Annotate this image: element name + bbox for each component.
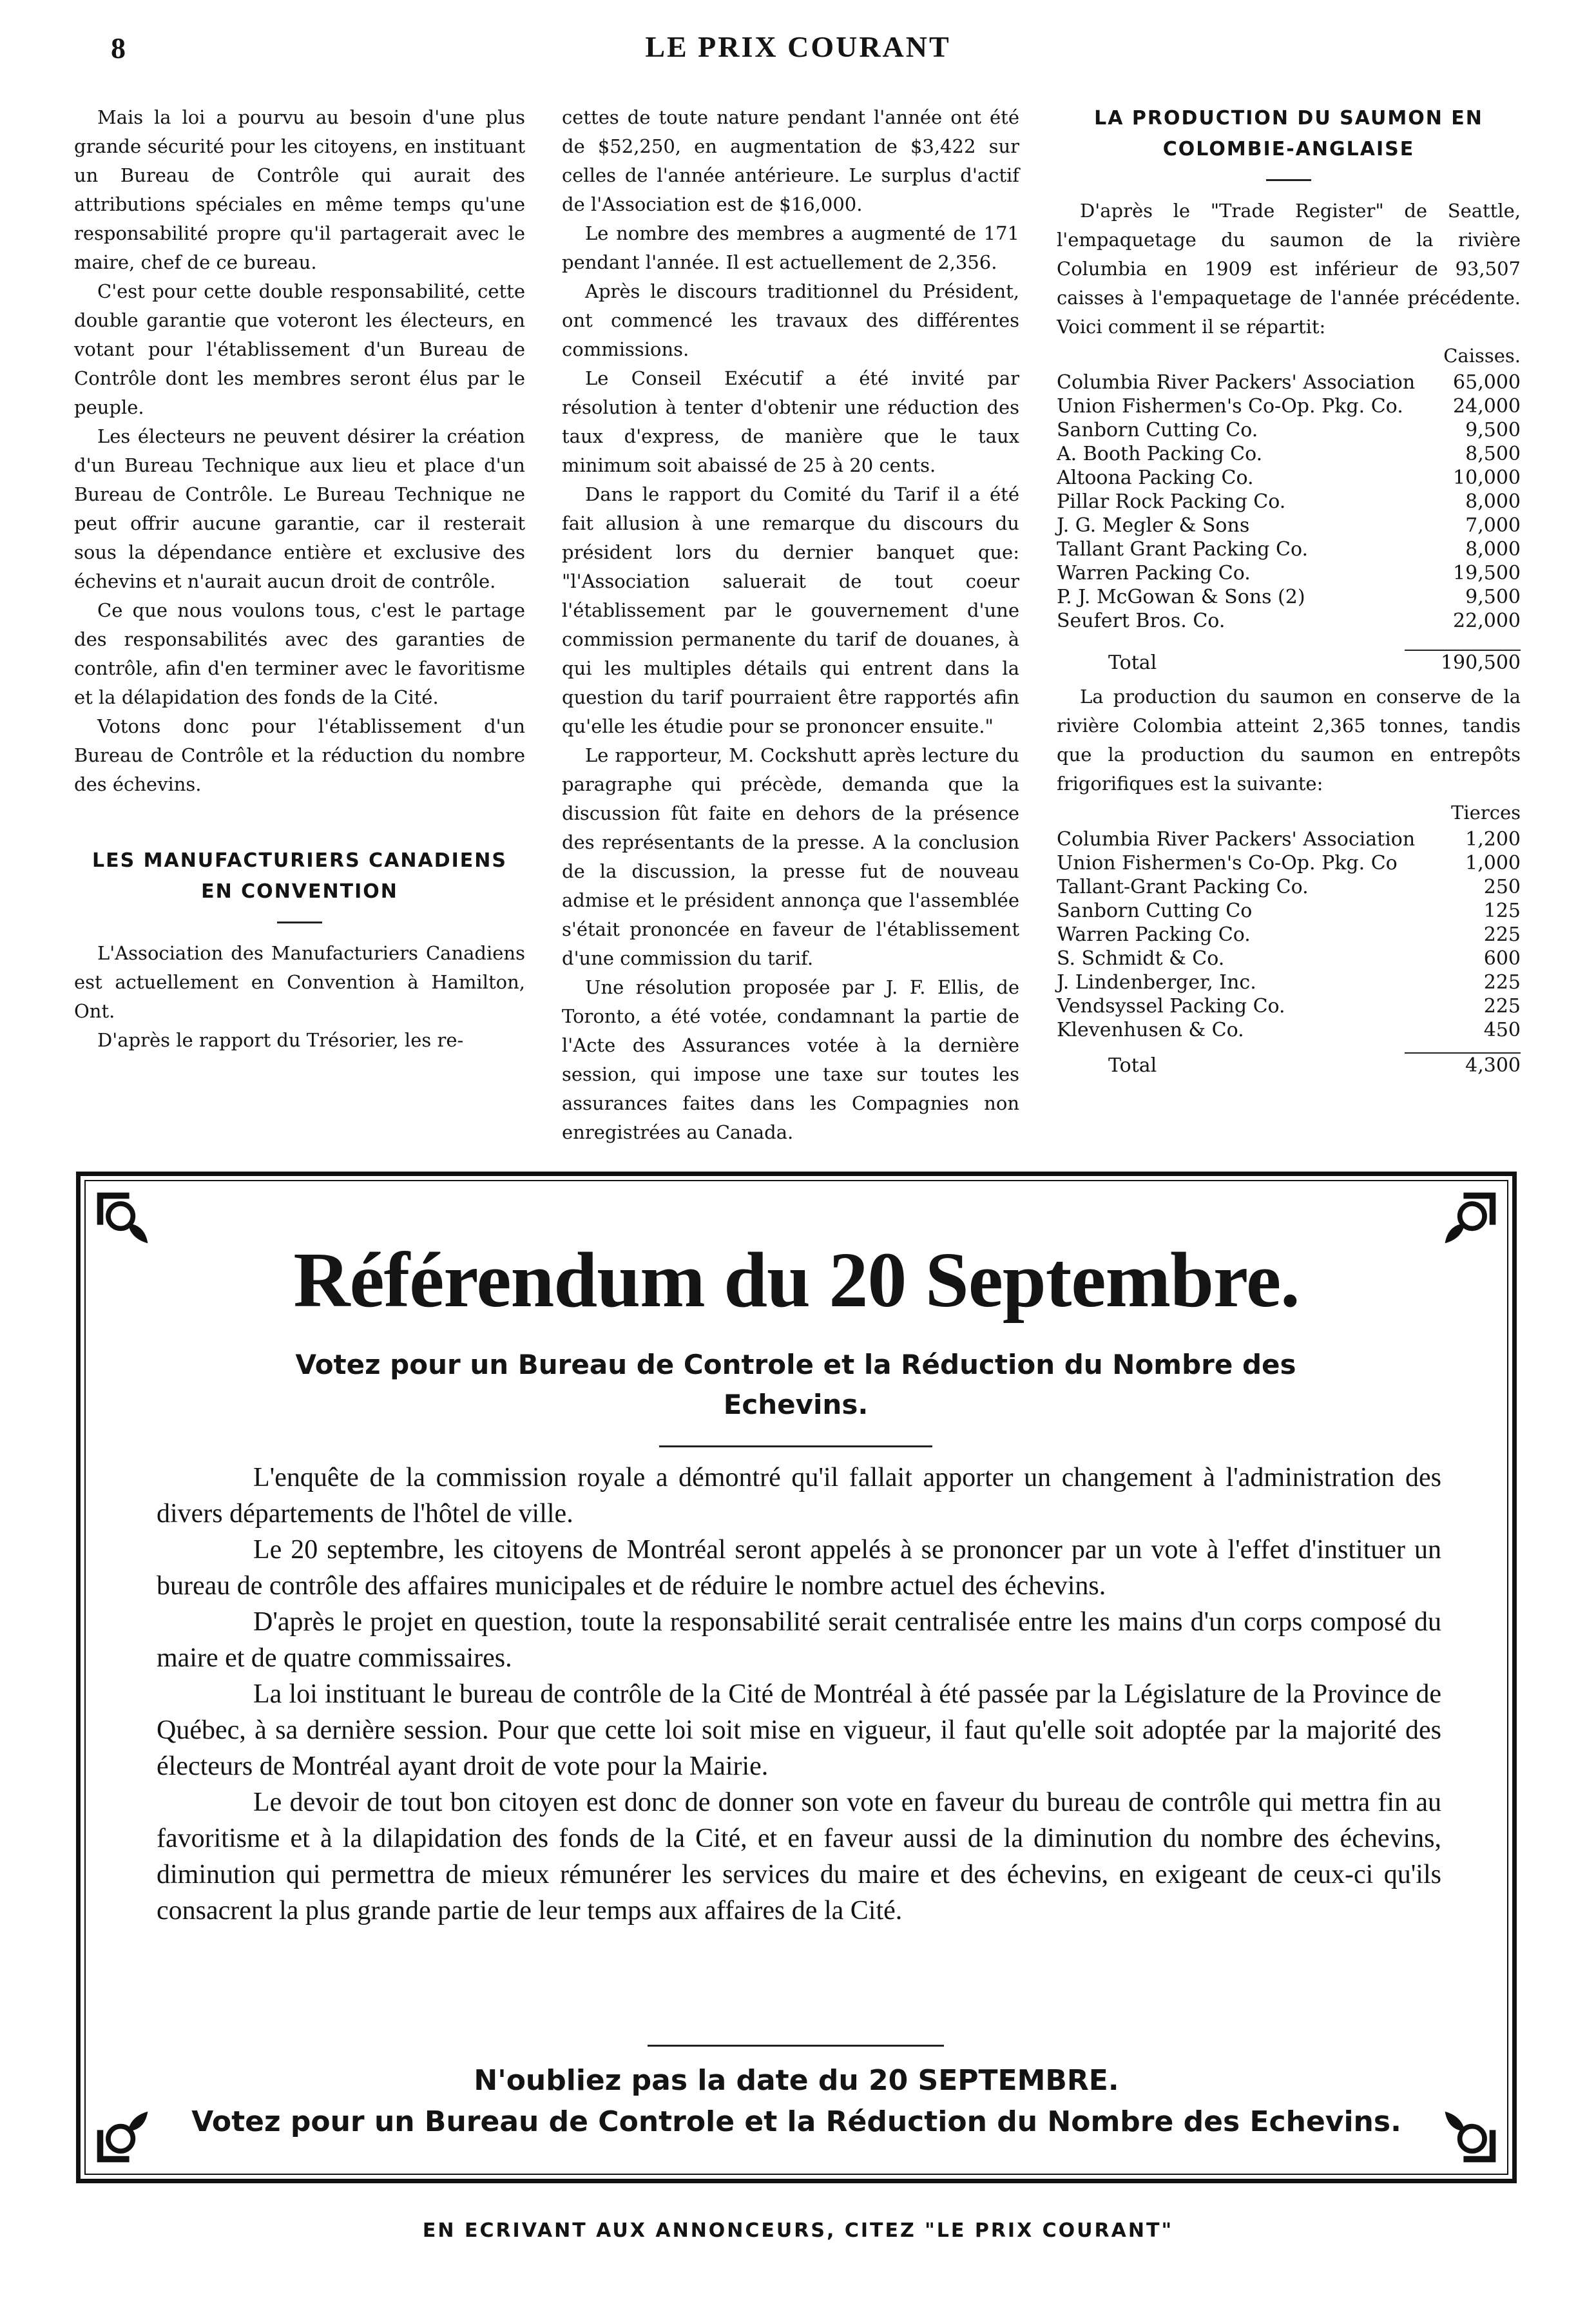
running-title: LE PRIX COURANT — [645, 30, 951, 63]
section-rule — [277, 922, 322, 923]
table-row — [1057, 371, 1521, 394]
ad-subtitle: Votez pour un Bureau de Controle et la Réduction du Nombre des Echevins. — [295, 1349, 1296, 1420]
section-title-manufacturiers: LES MANUFACTURIERS CANADIENS EN CONVENTION — [91, 849, 508, 903]
table-row — [1057, 994, 1521, 1018]
company-name: Tallant Grant Packing Co. — [1057, 538, 1309, 561]
table-row — [1057, 970, 1521, 994]
salmon-cold-storage-table — [1057, 827, 1521, 1042]
column-1 — [74, 103, 525, 1055]
paragraph: Les électeurs ne peuvent désirer la création d'un Bureau Technique aux lieu et place d'un Bureau de Contrôle. Le Bureau Technique ne peut offrir aucune garantie, car il resterait sous la dépendance entière et exclusive des échevins et n'aurait aucun droit de contrôle. — [74, 425, 525, 592]
total-label: Total — [1108, 1054, 1157, 1077]
quantity-value: 225 — [1483, 995, 1521, 1018]
paragraph: Une résolution proposée par J. F. Ellis, de Toronto, a été votée, condamnant la partie de l'Acte des Assurances votée à la dernière session, qui impose une taxe sur toutes les assurances faites dans les Compagnies non enregistrées au Canada. — [562, 976, 1019, 1143]
section-title-saumon: LA PRODUCTION DU SAUMON EN COLOMBIE-ANGLAISE — [1094, 107, 1483, 160]
company-name: Klevenhusen & Co. — [1057, 1019, 1244, 1041]
ad-rule — [648, 2045, 944, 2047]
section-rule — [1266, 179, 1311, 181]
paragraph: Le devoir de tout bon citoyen est donc de donner son vote en faveur du bureau de contrôle qui mettra fin au favoritisme et à la dilapidation des fonds de la Cité, et en faveur aussi de la diminution du nombre des échevins, diminution qui permettra de mieux rémunérer les services du maire et des échevins, en exigeant de ceux-ci qu'ils consacrent la plus grande partie de leur temps aux affaires de la Cité. — [157, 1788, 1441, 1926]
quantity-value: 22,000 — [1453, 610, 1521, 632]
paragraph: D'après le rapport du Trésorier, les re- — [97, 1029, 464, 1051]
paragraph: Après le discours traditionnel du Président, ont commencé les travaux des différentes commissions. — [562, 280, 1019, 360]
quantity-value: 24,000 — [1453, 395, 1521, 418]
quantity-value: 19,500 — [1453, 562, 1521, 584]
quantity-value: 8,000 — [1465, 490, 1521, 513]
table-row — [1057, 418, 1521, 442]
quantity-value: 7,000 — [1465, 514, 1521, 537]
company-name: J. G. Megler & Sons — [1057, 514, 1250, 537]
company-name: Altoona Packing Co. — [1057, 467, 1254, 489]
company-name: Columbia River Packers' Association — [1057, 828, 1416, 851]
ad-title: Référendum du 20 Septembre. — [293, 1237, 1300, 1324]
quantity-value: 9,500 — [1465, 586, 1521, 608]
paragraph: Mais la loi a pourvu au besoin d'une plus grande sécurité pour les citoyens, en instituant un Bureau de Contrôle qui aurait des attributions spéciales en même temps qu'une responsabilité propre qu'il partagerait avec le maire, chef de ce bureau. — [74, 106, 525, 273]
paragraph: L'Association des Manufacturiers Canadiens est actuellement en Convention à Hamilton, Ont. — [74, 942, 525, 1022]
table-row — [1057, 875, 1521, 899]
quantity-value: 8,500 — [1465, 443, 1521, 465]
paragraph: Ce que nous voulons tous, c'est le partage des responsabilités avec des garanties de contrôle, afin d'en terminer avec le favoritisme et la délapidation des fonds de la Cité. — [74, 599, 525, 708]
table-row — [1057, 490, 1521, 514]
table-row — [1057, 442, 1521, 466]
ad-body — [157, 1460, 1441, 1929]
table-row — [1057, 609, 1521, 633]
table-row — [1057, 585, 1521, 609]
salmon-cold-storage-total — [1057, 1054, 1521, 1077]
paragraph: C'est pour cette double responsabilité, cette double garantie que voteront les électeurs, en votant pour l'établissement d'un Bureau de Contrôle dont les membres seront élus par le peuple. — [74, 280, 525, 418]
paragraph: Le Conseil Exécutif a été invité par résolution à tenter d'obtenir une réduction des taux d'express, de manière que le taux minimum soit abaissé de 25 à 20 cents. — [562, 367, 1019, 476]
table-row — [1057, 923, 1521, 947]
paragraph: La production du saumon en conserve de la rivière Colombia atteint 2,365 tonnes, tandis que la production du saumon en entrepôts frigorifiques est la suivante: — [1057, 686, 1521, 795]
unit-label-caisses: Caisses. — [1443, 345, 1521, 367]
company-name: Pillar Rock Packing Co. — [1057, 490, 1286, 513]
quantity-value: 225 — [1483, 923, 1521, 946]
company-name: Sanborn Cutting Co — [1057, 900, 1253, 922]
company-name: Union Fishermen's Co-Op. Pkg. Co. — [1057, 395, 1403, 418]
company-name: Sanborn Cutting Co. — [1057, 419, 1258, 441]
table-row — [1057, 514, 1521, 537]
quantity-value: 8,000 — [1465, 538, 1521, 561]
company-name: Vendsyssel Packing Co. — [1057, 995, 1285, 1018]
quantity-value: 225 — [1483, 971, 1521, 994]
quantity-value: 600 — [1483, 947, 1521, 970]
column-3 — [1057, 103, 1521, 1077]
paragraph: La loi instituant le bureau de contrôle de la Cité de Montréal à été passée par la Législature de la Province de Québec, à sa dernière session. Pour que cette loi soit mise en vigueur, il faut qu'elle soit adoptée par la majorité des électeurs de Montréal ayant droit de vote pour la Mairie. — [157, 1679, 1441, 1781]
paragraph: cettes de toute nature pendant l'année ont été de $52,250, en augmentation de $3,422 sur celles de l'année antérieure. Le surplus d'actif de l'Association est de $16,000. — [562, 106, 1019, 215]
salmon-pack-total — [1057, 651, 1521, 675]
company-name: Union Fishermen's Co-Op. Pkg. Co — [1057, 852, 1398, 874]
reminder-line: Votez pour un Bureau de Controle et la Réduction du Nombre des Echevins. — [191, 2105, 1401, 2138]
table-row — [1057, 947, 1521, 970]
paragraph: L'enquête de la commission royale a démontré qu'il fallait apporter un changement à l'administration des divers départements de l'hôtel de ville. — [157, 1463, 1441, 1529]
company-name: Seufert Bros. Co. — [1057, 610, 1226, 632]
ad-reminder — [81, 2060, 1512, 2143]
company-name: Warren Packing Co. — [1057, 562, 1251, 584]
total-label: Total — [1108, 652, 1157, 674]
total-value: 4,300 — [1465, 1054, 1521, 1077]
company-name: P. J. McGowan & Sons (2) — [1057, 586, 1305, 608]
company-name: A. Booth Packing Co. — [1057, 443, 1263, 465]
referendum-advertisement — [76, 1172, 1517, 2183]
table-row — [1057, 899, 1521, 923]
table-row — [1057, 394, 1521, 418]
quantity-value: 9,500 — [1465, 419, 1521, 441]
company-name: J. Lindenberger, Inc. — [1057, 971, 1256, 994]
quantity-value: 65,000 — [1453, 371, 1521, 394]
ad-rule — [659, 1445, 932, 1447]
company-name: Columbia River Packers' Association — [1057, 371, 1416, 394]
quantity-value: 450 — [1483, 1019, 1521, 1041]
quantity-value: 10,000 — [1453, 467, 1521, 489]
paragraph: D'après le projet en question, toute la responsabilité serait centralisée entre les mains d'un corps composé du maire et de quatre commissaires. — [157, 1607, 1441, 1673]
paragraph: D'après le "Trade Register" de Seattle, l'empaquetage du saumon de la rivière Columbia en 1909 est inférieur de 93,507 caisses à l'empaquetage de l'année précédente. Voici comment il se répartit: — [1057, 200, 1521, 338]
table-row — [1057, 827, 1521, 851]
page-number: 8 — [111, 32, 126, 64]
paragraph: Le rapporteur, M. Cockshutt après lecture du paragraphe qui précède, demanda que la discussion fût faite en dehors de la présence des représentants de la presse. A la conclusion de la discussion, la presse fut de nouveau admise et le président annonça que l'assemblée s'était prononcée en faveur de l'établissement d'une commission du tarif. — [562, 744, 1019, 969]
paragraph: Le nombre des membres a augmenté de 171 pendant l'année. Il est actuellement de 2,356. — [562, 222, 1019, 273]
quantity-value: 1,200 — [1465, 828, 1521, 851]
table-row — [1057, 537, 1521, 561]
company-name: S. Schmidt & Co. — [1057, 947, 1225, 970]
paragraph: Dans le rapport du Comité du Tarif il a été fait allusion à une remarque du discours du président lors du dernier banquet que: "l'Association saluerait de tout coeur l'établissement par le gouvernement d'une commission permanente du tarif de douanes, à qui les multiples détails qui entrent dans la question du tarif pourraient être rapportés afin qu'elle les étudie pour se prononcer ensuite." — [562, 483, 1019, 737]
company-name: Tallant-Grant Packing Co. — [1057, 876, 1309, 898]
table-row — [1057, 561, 1521, 585]
quantity-value: 125 — [1483, 900, 1521, 922]
total-value: 190,500 — [1440, 652, 1521, 674]
quantity-value: 1,000 — [1465, 852, 1521, 874]
paragraph: Votons donc pour l'établissement d'un Bureau de Contrôle et la réduction du nombre des échevins. — [74, 715, 525, 795]
company-name: Warren Packing Co. — [1057, 923, 1251, 946]
salmon-pack-table — [1057, 371, 1521, 633]
table-row — [1057, 851, 1521, 875]
column-2 — [562, 103, 1019, 1147]
unit-label-tierces: Tierces — [1451, 802, 1521, 824]
reminder-line: N'oubliez pas la date du 20 SEPTEMBRE. — [474, 2064, 1119, 2097]
footer-note: EN ECRIVANT AUX ANNONCEURS, CITEZ "LE PRIX COURANT" — [422, 2219, 1174, 2242]
table-row — [1057, 466, 1521, 490]
table-row — [1057, 1018, 1521, 1042]
paragraph: Le 20 septembre, les citoyens de Montréal seront appelés à se prononcer par un vote à l'effet d'instituer un bureau de contrôle des affaires municipales et de réduire le nombre actuel des échevins. — [157, 1535, 1441, 1601]
quantity-value: 250 — [1483, 876, 1521, 898]
